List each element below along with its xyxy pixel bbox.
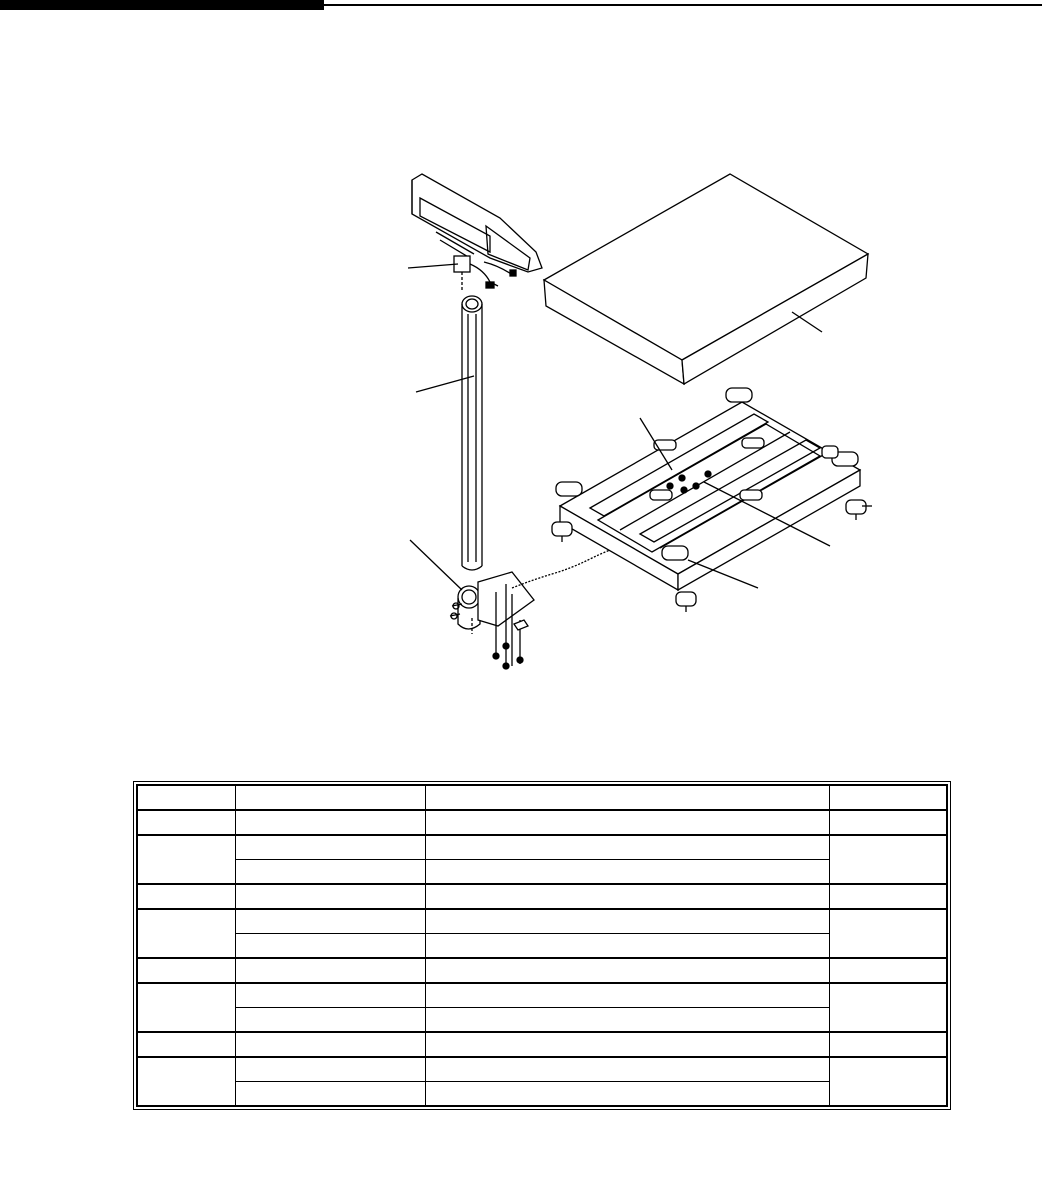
table-cell (137, 1032, 235, 1057)
table-cell (235, 934, 425, 959)
header-cell (137, 785, 235, 810)
table-cell (829, 884, 947, 909)
table-cell (425, 835, 829, 860)
table-cell (137, 810, 235, 835)
table-cell (425, 958, 829, 983)
table-cell (829, 810, 947, 835)
pole-mount (450, 572, 534, 669)
table-cell (425, 983, 829, 1008)
table-cell (235, 983, 425, 1008)
table-cell (425, 934, 829, 959)
table-cell (235, 1057, 425, 1082)
table-cell (235, 1008, 425, 1033)
table-cell (829, 909, 947, 958)
table-cell (137, 884, 235, 909)
table-row (137, 1008, 947, 1033)
table-cell (829, 1057, 947, 1106)
table-cell (235, 860, 425, 885)
table-cell (137, 835, 235, 884)
table-row (137, 860, 947, 885)
callout-leader-pole (416, 376, 474, 392)
table-cell (137, 983, 235, 1032)
table-cell (235, 1082, 425, 1107)
table-cell (235, 1032, 425, 1057)
pole (462, 296, 482, 570)
table-row (137, 1082, 947, 1107)
table-cell (425, 1057, 829, 1082)
table-cell (425, 1082, 829, 1107)
table-cell (829, 835, 947, 884)
table-row (137, 934, 947, 959)
table-row (137, 1032, 947, 1057)
table-cell (829, 958, 947, 983)
table-cell (235, 958, 425, 983)
parts-table (136, 784, 948, 1107)
table-row (137, 958, 947, 983)
header-cell (829, 785, 947, 810)
table-cell (425, 909, 829, 934)
table-row (137, 884, 947, 909)
platter (544, 174, 868, 384)
table-cell (235, 810, 425, 835)
header-cell (425, 785, 829, 810)
table-cell (235, 884, 425, 909)
table-cell (137, 1057, 235, 1106)
table-cell (829, 983, 947, 1032)
table-row (137, 909, 947, 934)
table-row (137, 1057, 947, 1082)
table-header-row (137, 785, 947, 810)
table-cell (425, 1032, 829, 1057)
table-cell (425, 884, 829, 909)
table-cell (425, 860, 829, 885)
table-cell (425, 810, 829, 835)
callout-leader-mount (410, 540, 462, 590)
indicator-head (412, 174, 542, 292)
callout-leader-platter (792, 312, 822, 332)
table-cell (425, 1008, 829, 1033)
table-row (137, 835, 947, 860)
table-cell (235, 909, 425, 934)
table-cell (829, 1032, 947, 1057)
table-cell (137, 909, 235, 958)
callout-leader-bracket (408, 264, 458, 268)
table-row (137, 983, 947, 1008)
table-cell (137, 958, 235, 983)
table-row (137, 810, 947, 835)
base-frame (552, 388, 866, 612)
header-cell (235, 785, 425, 810)
load-cell-cable (512, 550, 610, 588)
table-cell (235, 835, 425, 860)
